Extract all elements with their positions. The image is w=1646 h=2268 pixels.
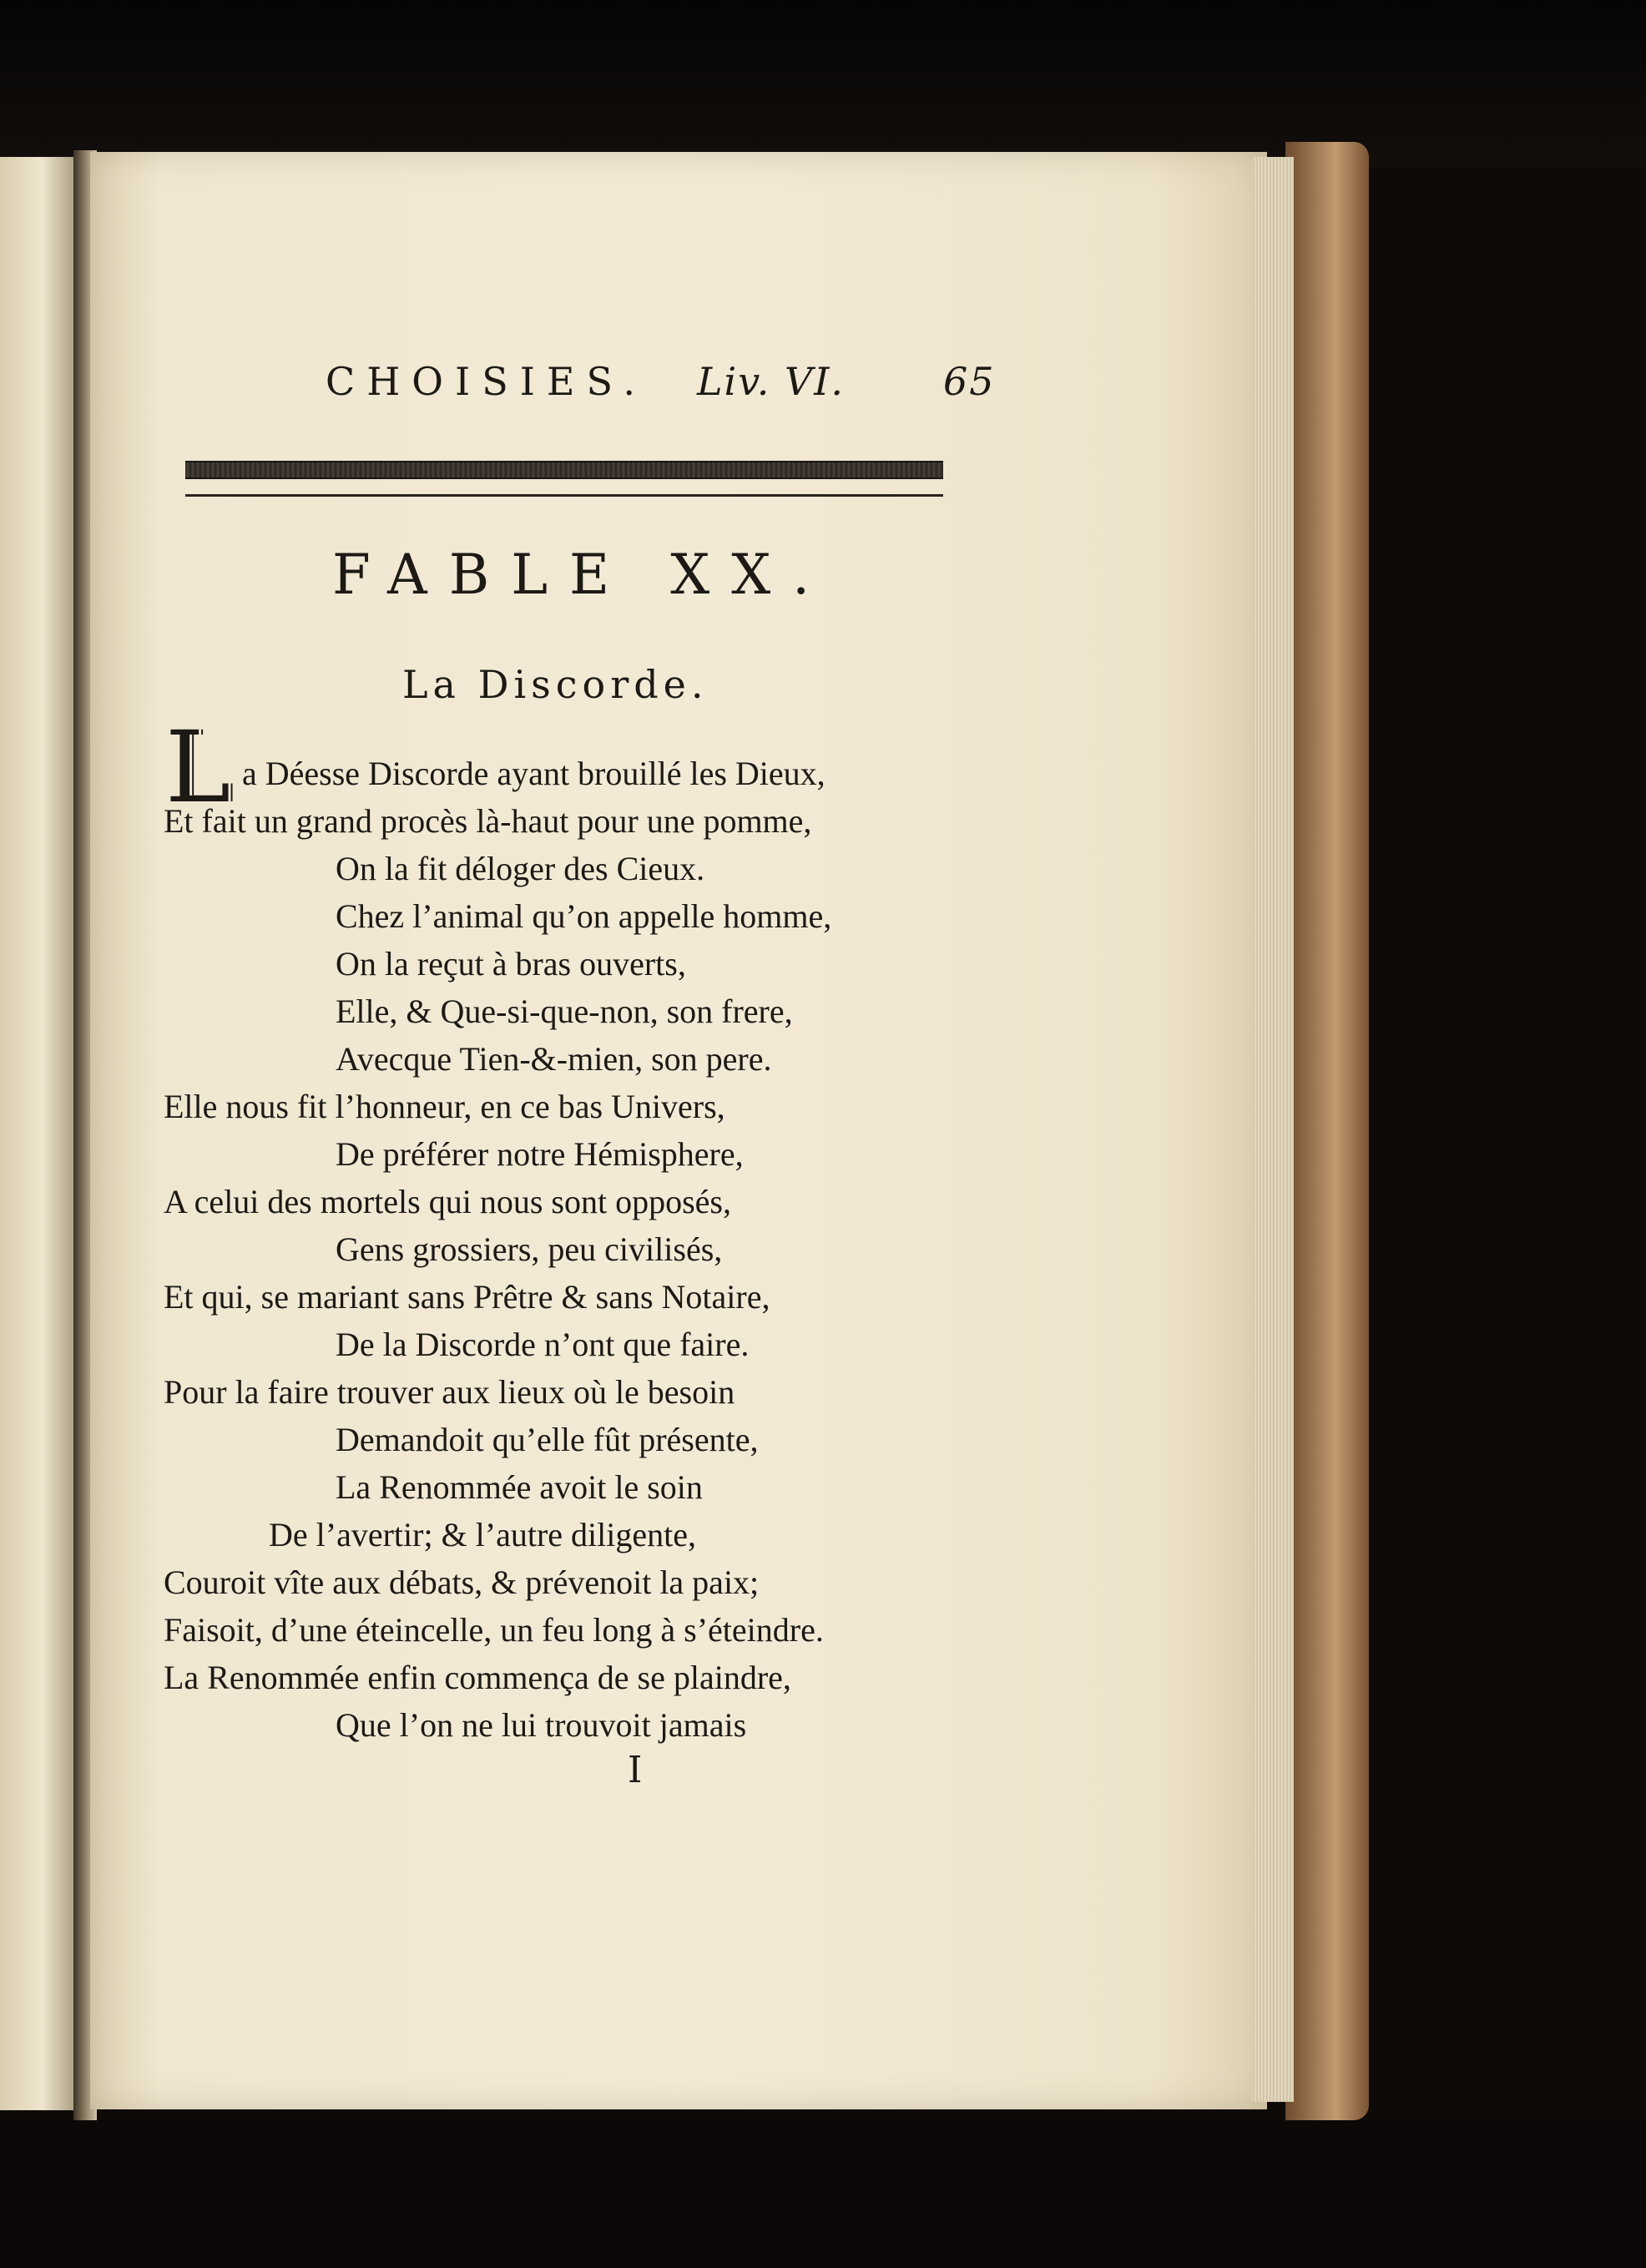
verse-line: Et qui, se mariant sans Prêtre & sans Notaire, bbox=[164, 1278, 770, 1316]
verse-line: Demandoit qu’elle fût présente, bbox=[336, 1421, 759, 1458]
verse-line: Elle, & Que-si-que-non, son frere, bbox=[336, 993, 793, 1030]
verse-line: Elle nous fit l’honneur, en ce bas Univers, bbox=[164, 1088, 725, 1125]
verse-line: Faisoit, d’une éteincelle, un feu long à s’éteindre. bbox=[164, 1611, 824, 1649]
page-edges bbox=[1252, 157, 1294, 2102]
running-head bbox=[326, 359, 996, 409]
verse-line: De préférer notre Hémisphere, bbox=[336, 1135, 744, 1173]
verse-line: On la fit déloger des Cieux. bbox=[336, 850, 705, 887]
verse-line: De la Discorde n’ont que faire. bbox=[336, 1326, 750, 1363]
running-head-title: CHOISIES. bbox=[326, 359, 647, 404]
ornamental-rule bbox=[185, 461, 943, 479]
verse-line: Et fait un grand procès là-haut pour une pomme, bbox=[164, 802, 812, 840]
signature-mark: I bbox=[628, 1749, 643, 1791]
verse-line: Couroit vîte aux débats, & prévenoit la paix; bbox=[164, 1563, 760, 1601]
verse-line: On la reçut à bras ouverts, bbox=[336, 945, 686, 982]
verse-line: Gens grossiers, peu civilisés, bbox=[336, 1230, 723, 1268]
verse-line: La Renommée enfin commença de se plaindre, bbox=[164, 1659, 791, 1696]
verse-line: Pour la faire trouver aux lieux où le besoin bbox=[164, 1373, 735, 1411]
left-page-edge bbox=[0, 157, 77, 2110]
verse-line: La Renommée avoit le soin bbox=[336, 1468, 703, 1506]
background-bottom bbox=[0, 2120, 1646, 2268]
running-head-book: Liv. VI. bbox=[697, 359, 846, 404]
drop-cap: L bbox=[165, 710, 231, 825]
book-page bbox=[90, 152, 1267, 2109]
fable-subtitle: La Discorde. bbox=[402, 662, 709, 707]
book-cover-edge bbox=[1285, 142, 1369, 2120]
verse-line: Que l’on ne lui trouvoit jamais bbox=[336, 1706, 747, 1744]
verse-line: Chez l’animal qu’on appelle homme, bbox=[336, 897, 832, 935]
fable-title: FABLE XX. bbox=[332, 543, 832, 607]
verse-line: a Déesse Discorde ayant brouillé les Dieux, bbox=[242, 755, 826, 792]
thin-rule bbox=[185, 494, 943, 497]
verse-line: A celui des mortels qui nous sont opposés, bbox=[164, 1183, 731, 1220]
verse-line: Avecque Tien-&-mien, son pere. bbox=[336, 1040, 772, 1078]
page-number: 65 bbox=[943, 359, 996, 404]
verse-line: De l’avertir; & l’autre diligente, bbox=[269, 1516, 697, 1553]
background-top bbox=[0, 0, 1646, 167]
